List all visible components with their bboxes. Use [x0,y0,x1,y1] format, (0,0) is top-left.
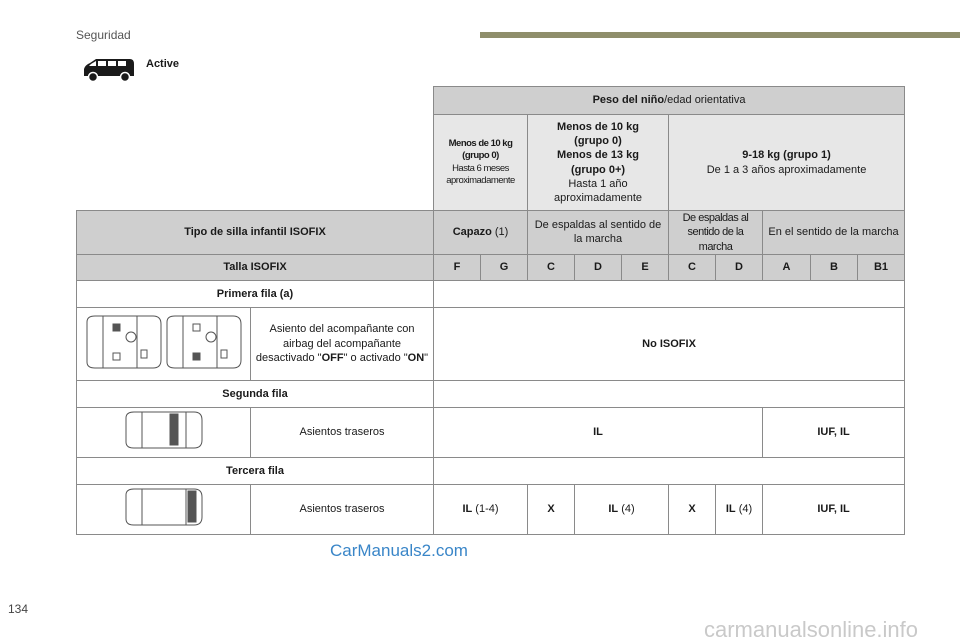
seat-type-label: Tipo de silla infantil ISOFIX [77,211,434,255]
row-first-label: Primera fila (a) [77,280,434,307]
size-cell: B [811,254,858,280]
row-second-label: Segunda fila [77,380,434,407]
group-1-header: 9-18 kg (grupo 1) De 1 a 3 años aproximadamente [669,115,905,211]
row-second-empty [434,380,905,407]
size-cell: F [434,254,481,280]
car-top-view-icon [122,410,206,450]
front-seat-description: Asiento del acompañante con airbag del acompañante desactivado "OFF" o activado "ON" [251,307,434,380]
weight-header: Peso del niño/edad orientativa [434,87,905,115]
header-rule [480,32,960,38]
size-cell: A [763,254,811,280]
third-row-description: Asientos traseros [251,484,434,534]
car-top-view-icon [81,312,247,372]
seat-type-forward-facing: En el sentido de la marcha [763,211,905,255]
section-title: Seguridad [76,28,131,42]
third-row-value: IL (4) [716,484,763,534]
second-row-value-iuf: IUF, IL [763,407,905,457]
car-top-view-icon [122,487,206,527]
version-label: Active [146,58,180,70]
isofix-table [76,86,905,535]
group-0plus-header: Menos de 10 kg (grupo 0) Menos de 13 kg (grupo 0+) Hasta 1 año aproximadamente [528,115,669,211]
third-row-value: X [528,484,575,534]
third-row-value: IL (4) [575,484,669,534]
van-icon [80,56,136,84]
page-number: 134 [8,602,29,616]
watermark-carmanuals2: CarManuals2.com [330,541,468,560]
seat-type-capazo: Capazo (1) [434,211,528,255]
second-row-description: Asientos traseros [251,407,434,457]
front-seat-diagram [77,307,251,380]
row-third-empty [434,457,905,484]
size-label: Talla ISOFIX [77,254,434,280]
third-row-value: IL (1-4) [434,484,528,534]
blank-corner [77,87,434,211]
third-row-diagram [77,484,251,534]
front-seat-value: No ISOFIX [434,307,905,380]
size-cell: G [481,254,528,280]
group-0-header: Menos de 10 kg (grupo 0) Hasta 6 meses aproximadamente [434,115,528,211]
seat-type-rear-facing: De espaldas al sentido de la marcha [528,211,669,255]
seat-type-rear-facing-2: De espaldas al sentido de la marcha [669,211,763,255]
third-row-value: X [669,484,716,534]
second-row-diagram [77,407,251,457]
row-first-empty [434,280,905,307]
watermark-carmanualsonline: carmanualsonline.info [704,617,919,642]
third-row-value: IUF, IL [763,484,905,534]
row-third-label: Tercera fila [77,457,434,484]
size-cell: D [716,254,763,280]
size-cell: C [528,254,575,280]
size-cell: E [622,254,669,280]
size-cell: D [575,254,622,280]
size-cell: C [669,254,716,280]
second-row-value-il: IL [434,407,763,457]
size-cell: B1 [858,254,905,280]
